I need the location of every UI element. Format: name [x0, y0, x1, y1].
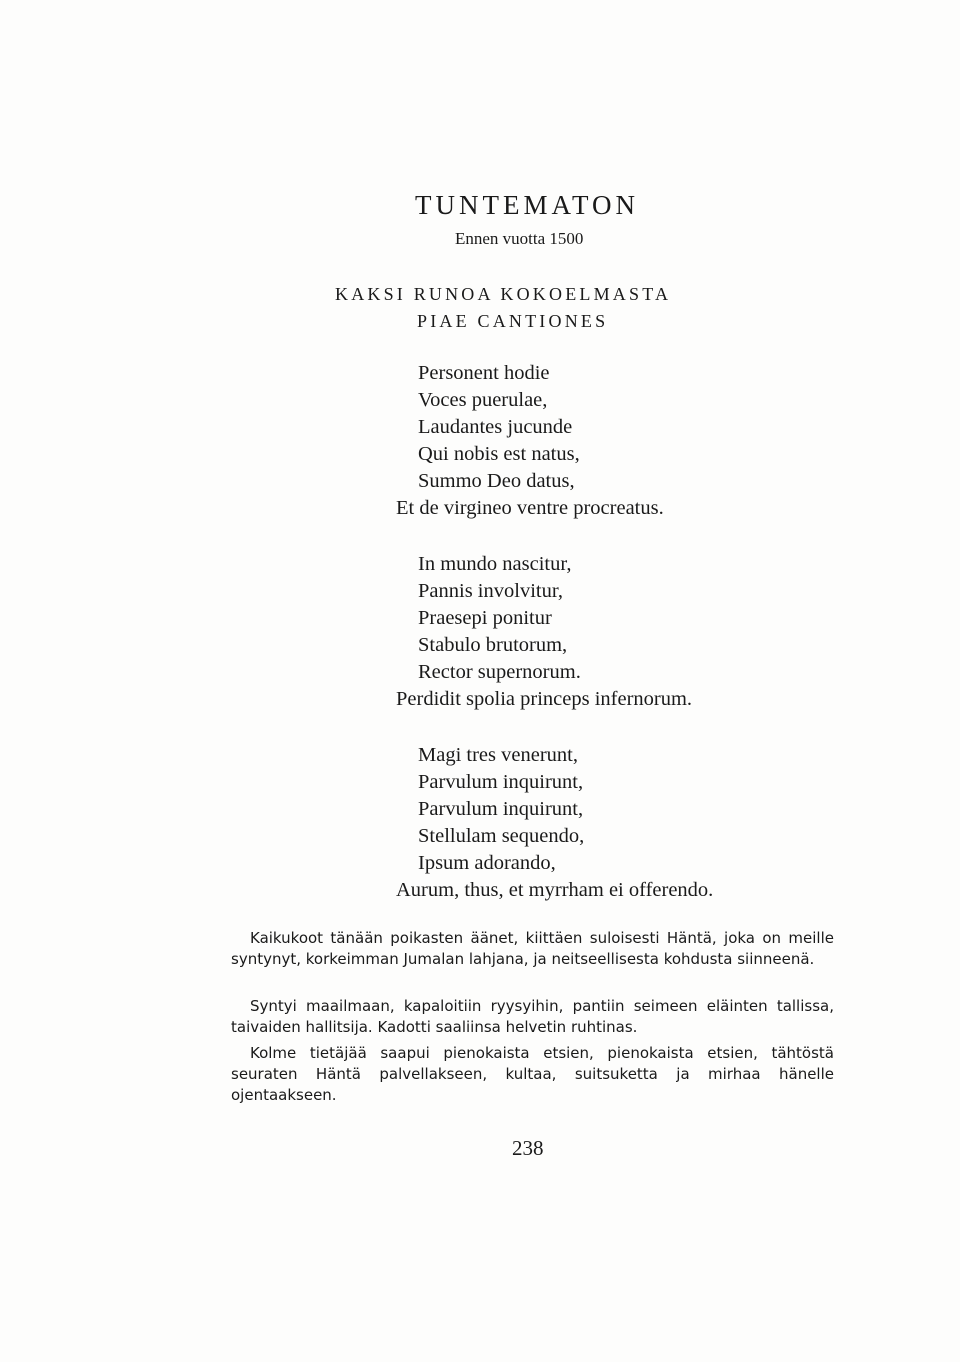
verse-line: Qui nobis est natus, [418, 443, 580, 465]
date-subheading: Ennen vuotta 1500 [455, 229, 584, 248]
verse-line: Aurum, thus, et myrrham ei offerendo. [396, 879, 714, 901]
translation-paragraph-2: Syntyi maailmaan, kapaloitiin ryysyihin, pantiin seimeen eläinten tallissa, taivaiden hallitsija. Kadotti saaliinsa helvetin ruhtinas. [231, 997, 834, 1036]
verse-line: Stabulo brutorum, [418, 634, 568, 656]
collection-title-line-2: PIAE CANTIONES [417, 311, 609, 331]
verse-line: Stellulam sequendo, [418, 825, 585, 847]
verse-line: Praesepi ponitur [418, 607, 552, 629]
verse-line: Perdidit spolia princeps infernorum. [396, 688, 693, 710]
verse-line: Summo Deo datus, [418, 470, 575, 492]
verse-line: Laudantes jucunde [418, 416, 573, 438]
verse-line: In mundo nascitur, [418, 553, 572, 575]
verse-line: Voces puerulae, [418, 389, 548, 411]
page-number: 238 [512, 1136, 544, 1160]
verse-line: Et de virgineo ventre procreatus. [396, 497, 664, 519]
verse-line: Rector supernorum. [418, 661, 581, 683]
verse-line: Pannis involvitur, [418, 580, 563, 602]
verse-line: Personent hodie [418, 362, 550, 384]
verse-line: Ipsum adorando, [418, 852, 556, 874]
verse-line: Parvulum inquirunt, [418, 798, 584, 820]
translation-paragraph-3: Kolme tietäjää saapui pienokaista etsien, pienokaista etsien, tähtöstä seuraten Häntä palvellakseen, kultaa, suitsuketta ja mirhaa hänelle ojentaakseen. [231, 1044, 834, 1104]
author-heading: TUNTEMATON [415, 190, 639, 220]
collection-title-line-1: KAKSI RUNOA KOKOELMASTA [335, 284, 672, 304]
verse-line: Magi tres venerunt, [418, 744, 578, 766]
translation-paragraph-1: Kaikukoot tänään poikasten äänet, kiittäen suloisesti Häntä, joka on meille syntynyt, korkeimman Jumalan lahjana, ja neitseellisesta kohdusta siinneenä. [231, 929, 834, 968]
verse-line: Parvulum inquirunt, [418, 771, 584, 793]
